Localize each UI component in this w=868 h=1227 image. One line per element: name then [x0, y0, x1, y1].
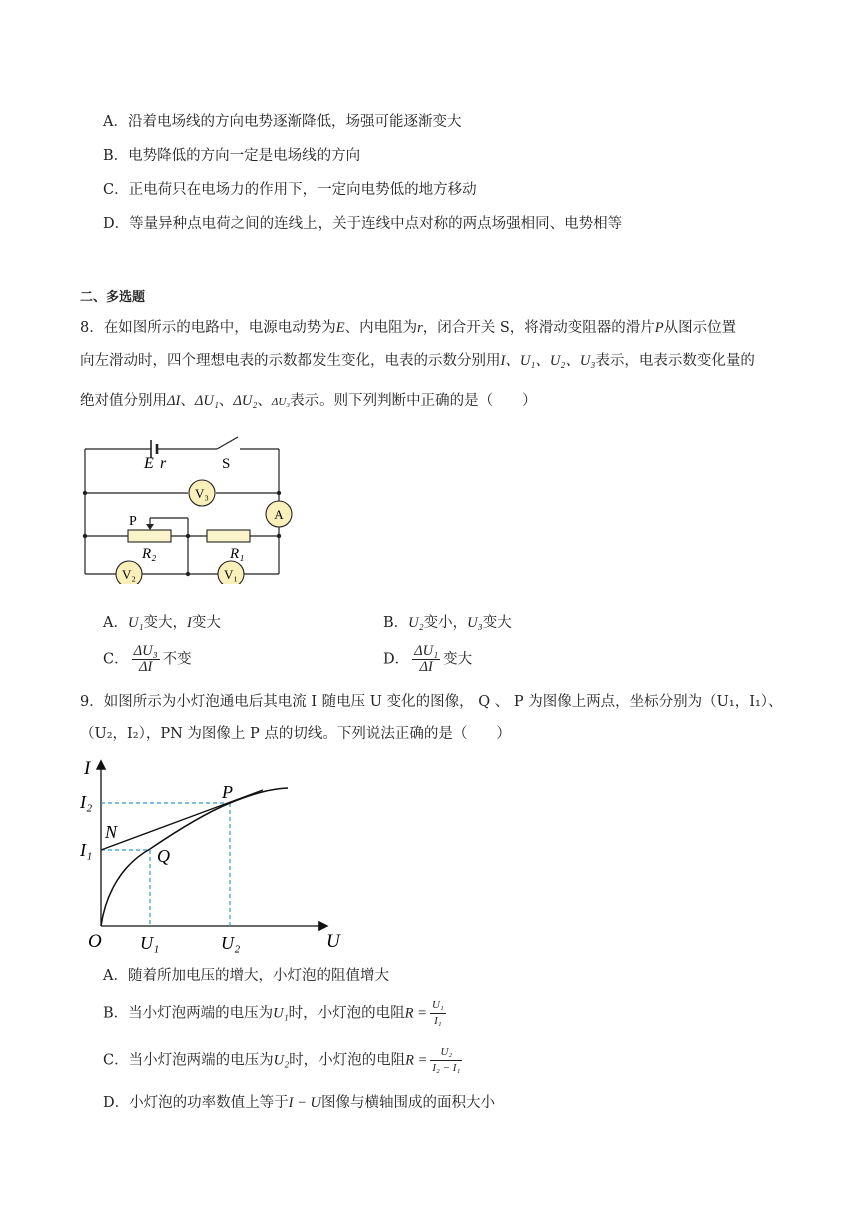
option-text: 变小， [423, 615, 468, 631]
option-text: 图像与横轴围成的面积大小 [320, 1095, 495, 1111]
iu-curve [101, 788, 288, 926]
q8-delta-u3: ΔU₃ [271, 396, 291, 408]
option-text: 变大 [443, 651, 473, 668]
option-text: 不变 [162, 651, 192, 668]
label-p: P [222, 782, 233, 802]
fraction [132, 644, 160, 675]
option-text: B．当小灯泡两端的电压为 [103, 1005, 274, 1022]
q8-vars: I、U₁、U₂、U₃ [500, 353, 596, 369]
option-label: A． [103, 615, 128, 631]
q8-stem-line1 [80, 318, 736, 338]
section-title: 二、多选题 [80, 290, 146, 305]
label-p: P [129, 514, 137, 529]
q9-option-d [103, 1093, 495, 1113]
q7-option-b: B．电势降低的方向一定是电场线的方向 [103, 148, 361, 164]
label-i1: I₁ [80, 840, 93, 860]
denominator: ΔI [138, 659, 153, 675]
label-s: S [222, 456, 231, 472]
q9-stem-line1: 9．如图所示为小灯泡通电后其电流 I 随电压 U 变化的图像， Q 、 P 为图像上两点，坐标分别为（U₁，I₁）、 [80, 694, 783, 710]
option-text: 变大 [482, 615, 512, 631]
q8-var-p: P [654, 320, 664, 336]
label-u2: U₂ [221, 933, 241, 953]
q8-option-d [383, 644, 472, 675]
q8-var-r: r [417, 320, 423, 336]
label-u1: U₁ [140, 933, 160, 953]
label-u: U [326, 931, 340, 952]
option-text: 变大 [191, 615, 221, 631]
fraction [412, 644, 440, 675]
option-text: C．当小灯泡两端的电压为 [103, 1052, 274, 1069]
slider-arrow-icon [146, 524, 154, 530]
q8-text: 绝对值分别用 [80, 393, 167, 409]
q8-text: 表示。则下列判断中正确的是（ ） [290, 393, 537, 409]
option-label: C． [103, 651, 129, 668]
option-var: R = [405, 1052, 428, 1069]
option-var: U₂ [408, 615, 424, 631]
label-v3: V₃ [195, 486, 209, 501]
option-var: I − U [288, 1095, 321, 1111]
option-text: 时，小灯泡的电阻 [289, 1052, 406, 1069]
tangent-line [101, 790, 263, 850]
numerator: ΔU₃ [133, 643, 158, 659]
label-n: N [105, 822, 118, 842]
option-var: U₁ [273, 1005, 289, 1022]
q9-option-c [103, 1045, 465, 1076]
denominator: I₁ [434, 1015, 442, 1027]
label-i: I [84, 758, 91, 779]
q8-text: 向左滑动时，四个理想电表的示数都发生变化，电表的示数分别用 [80, 353, 501, 369]
q8-stem-line3: 绝对值分别用ΔI、ΔU₁、ΔU₂、ΔU₃表示。则下列判断中正确的是（ ） [80, 393, 537, 409]
label-e: E [144, 455, 154, 472]
denominator: ΔI [419, 659, 433, 675]
option-var: U₂ [273, 1052, 290, 1069]
resistor-r1 [207, 530, 250, 542]
q8-delta-u2: ΔU₂ [233, 393, 258, 409]
q8-option-b [383, 613, 512, 633]
label-v2: V₂ [122, 567, 136, 582]
q8-option-c [103, 644, 192, 675]
label-o: O [88, 931, 102, 952]
q7-option-c: C．正电荷只在电场力的作用下，一定向电势低的地方移动 [103, 182, 477, 198]
label-a: A [274, 507, 284, 522]
denominator: I₂ − I₁ [432, 1062, 461, 1074]
q8-text: 从图示位置 [663, 320, 737, 336]
circuit-diagram [80, 432, 300, 584]
q8-text: ，闭合开关 S，将滑动变阻器的滑片 [422, 320, 655, 336]
option-label: B． [383, 615, 409, 631]
numerator: ΔU₁ [414, 643, 439, 659]
option-var: I [187, 615, 192, 631]
q8-text: 表示，电表示数变化量的 [595, 353, 755, 369]
label-r1: R₁ [230, 546, 245, 562]
q8-text: 8．在如图所示的电路中，电源电动势为 [80, 320, 336, 336]
numerator: U₁ [430, 998, 446, 1014]
q8-stem-line2 [80, 351, 755, 371]
q7-option-d: D．等量异种点电荷之间的连线上，关于连线中点对称的两点场强相同、电势相等 [103, 216, 623, 232]
label-r: r [160, 455, 167, 472]
fraction [430, 998, 446, 1029]
option-text: 时，小灯泡的电阻 [288, 1005, 405, 1022]
q8-delta-u1: ΔU₁ [194, 393, 219, 409]
q8-text: 、内电阻为 [344, 320, 418, 336]
numerator: U₂ [430, 1045, 462, 1061]
fraction [430, 1045, 462, 1076]
iu-graph [78, 752, 348, 957]
option-text: 变大， [143, 615, 187, 631]
label-q: Q [157, 846, 170, 866]
option-label: D． [383, 651, 410, 668]
q9-option-a: A．随着所加电压的增大，小灯泡的阻值增大 [103, 968, 389, 984]
q8-var-e: E [335, 320, 345, 336]
option-var: U₃ [467, 615, 483, 631]
resistor-r2 [128, 530, 171, 542]
label-i2: I₂ [80, 792, 93, 812]
option-var: U₁ [127, 615, 144, 631]
q9-stem-line2: （U₂，I₂），PN 为图像上 P 点的切线。下列说法正确的是（ ） [80, 726, 511, 742]
q8-option-a [103, 613, 221, 633]
label-v1: V₁ [224, 567, 238, 582]
q7-option-a: A．沿着电场线的方向电势逐渐降低，场强可能逐渐变大 [103, 114, 462, 130]
q8-delta-i: ΔI [167, 393, 181, 409]
label-r2: R₂ [142, 546, 157, 562]
option-text: D．小灯泡的功率数值上等于 [103, 1095, 289, 1111]
q9-option-b [103, 998, 449, 1029]
option-var: R = [404, 1005, 427, 1022]
